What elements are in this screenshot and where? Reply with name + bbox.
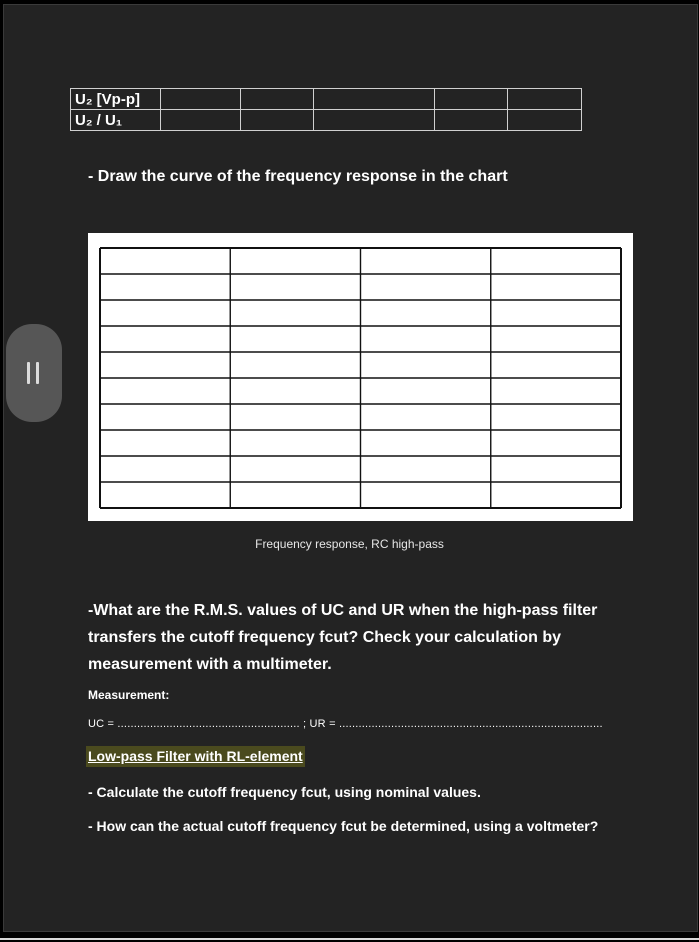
table-cell[interactable] (241, 110, 314, 131)
row-label: U₂ / U₁ (71, 110, 161, 131)
task-determine-cutoff: - How can the actual cutoff frequency fcut be determined, using a voltmeter? (88, 818, 599, 834)
measurement-table (70, 88, 582, 131)
table-cell[interactable] (508, 110, 582, 131)
table-cell[interactable] (314, 89, 435, 110)
measurement-fill-line: UC = ........................................................ ; UR = ................................................................................. (88, 718, 603, 730)
table-cell[interactable] (435, 110, 508, 131)
frequency-response-chart (88, 233, 633, 521)
table-cell[interactable] (241, 89, 314, 110)
grip-icon (36, 362, 39, 384)
drag-handle[interactable] (6, 324, 62, 422)
row-label: U₂ [Vp-p] (71, 89, 161, 110)
table-cell[interactable] (161, 110, 241, 131)
table-cell[interactable] (435, 89, 508, 110)
grip-icon (27, 362, 30, 384)
table-cell[interactable] (314, 110, 435, 131)
table-cell[interactable] (161, 89, 241, 110)
task-calculate-cutoff: - Calculate the cutoff frequency fcut, using nominal values. (88, 784, 481, 800)
table-row (71, 110, 582, 131)
instruction-draw-curve: - Draw the curve of the frequency response in the chart (88, 168, 508, 185)
question-text: -What are the R.M.S. values of UC and UR when the high-pass filter transfers the cutoff frequency fcut? Check your calculation by measurement with a multimeter. (88, 602, 598, 673)
table-cell[interactable] (508, 89, 582, 110)
table-row (71, 89, 582, 110)
chart-caption: Frequency response, RC high-pass (255, 537, 444, 551)
bottom-divider (0, 938, 699, 940)
chart-grid (88, 233, 633, 521)
section-heading: Low-pass Filter with RL-element (86, 746, 305, 767)
measurement-label: Measurement: (88, 688, 170, 702)
